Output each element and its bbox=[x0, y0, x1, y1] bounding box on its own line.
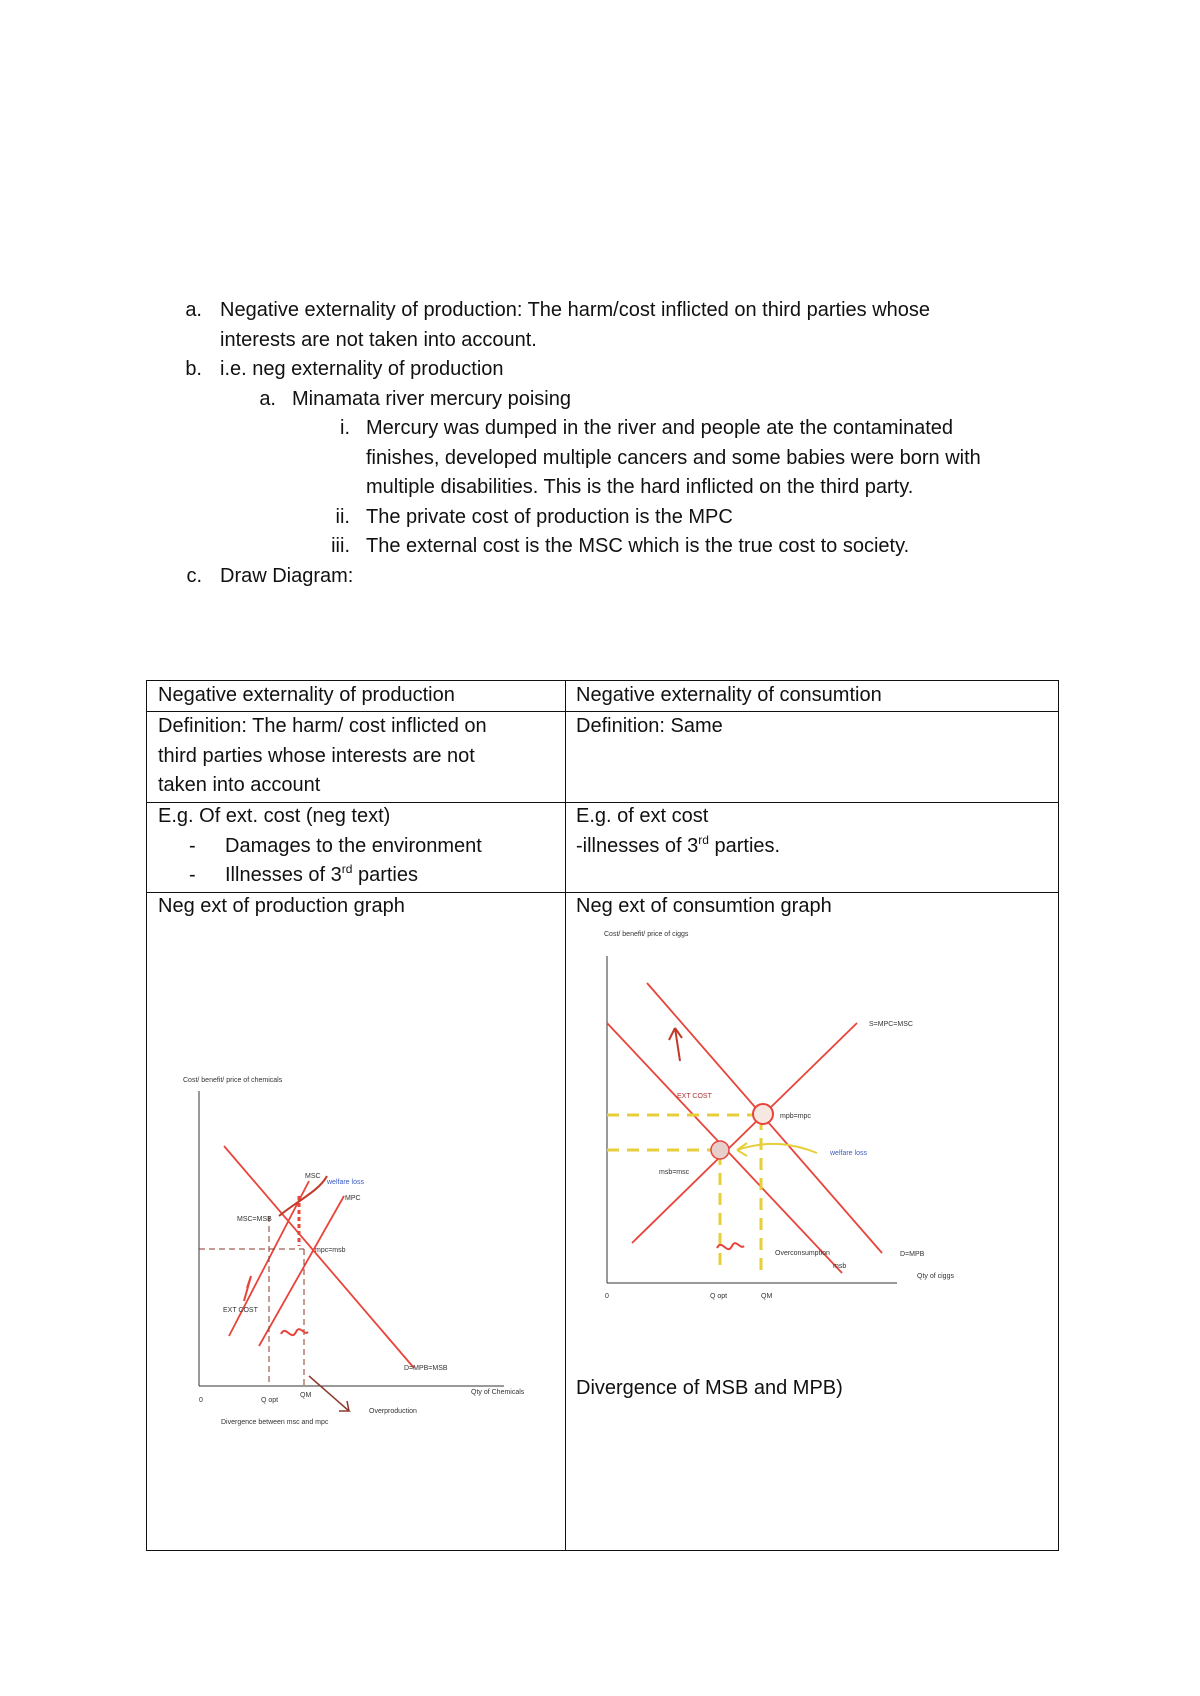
list-item: ii. The private cost of production is the MPC bbox=[335, 505, 733, 528]
mpc-label: MPC bbox=[345, 1195, 361, 1202]
welfare-loss-label: welfare loss bbox=[830, 1150, 867, 1157]
production-caption: Divergence between msc and mpc bbox=[221, 1419, 329, 1426]
consumption-externality-graph bbox=[577, 928, 997, 1308]
overconsumption-label: Overconsumption bbox=[775, 1250, 830, 1257]
q-opt-label: Q opt bbox=[261, 1397, 279, 1404]
supply-line bbox=[632, 1023, 857, 1243]
supply-label: S=MPC=MSC bbox=[869, 1021, 913, 1028]
list-item: a. Minamata river mercury poising bbox=[259, 387, 571, 410]
list-item: - Damages to the environment bbox=[189, 834, 482, 857]
table-header-right: Negative externality of consumtion bbox=[576, 684, 882, 706]
overproduction-arrow-icon bbox=[309, 1376, 349, 1411]
welfare-loss-label: welfare loss bbox=[327, 1179, 364, 1186]
x-axis-label: Qty of ciggs bbox=[917, 1273, 954, 1280]
ext-cost-label: EXT COST bbox=[677, 1093, 712, 1100]
list-item: iii. The external cost is the MSC which is the true cost to society. bbox=[331, 535, 910, 557]
list-item: b. i.e. neg externality of production bbox=[185, 358, 504, 380]
squiggle-icon bbox=[717, 1243, 744, 1249]
column-divider bbox=[565, 681, 566, 1550]
q-m-label: QM bbox=[300, 1392, 312, 1399]
graph-right-title: Neg ext of consumtion graph bbox=[576, 895, 832, 917]
welfare-loss-arrow-icon bbox=[279, 1176, 327, 1216]
origin-label: 0 bbox=[199, 1397, 203, 1404]
notes-list bbox=[180, 296, 1080, 591]
optimum-marker bbox=[711, 1141, 729, 1159]
ext-cost-arrow-icon bbox=[669, 1028, 682, 1061]
market-equilibrium-marker bbox=[753, 1104, 773, 1124]
definition-left: Definition: The harm/ cost inflicted on third parties whose interests are not taken into account bbox=[158, 715, 487, 796]
mpb-mpc-label: mpb=mpc bbox=[780, 1113, 811, 1120]
ext-cost-label: EXT COST bbox=[223, 1307, 258, 1314]
msc-msb-label: MSC=MSB bbox=[237, 1216, 272, 1223]
y-axis-label: Cost/ benefit/ price of chemicals bbox=[183, 1077, 283, 1084]
demand-label: D=MPB=MSB bbox=[404, 1365, 448, 1372]
example-left: E.g. Of ext. cost (neg text) - Damages to the environment - Illnesses of 3rd parties bbox=[158, 802, 482, 891]
production-externality-graph bbox=[169, 1076, 549, 1471]
definition-right: Definition: Same bbox=[576, 715, 723, 737]
x-axis-label: Qty of Chemicals bbox=[471, 1389, 525, 1396]
list-item: a. Negative externality of production: The harm/cost inflicted on third parties whose interests are not taken into account. bbox=[185, 299, 930, 351]
list-item: c. Draw Diagram: bbox=[186, 564, 354, 587]
table-header-left: Negative externality of production bbox=[158, 684, 455, 706]
list-item: i. Mercury was dumped in the river and people ate the contaminated finishes, developed multiple cancers and some babies were born with multiple disabilities. This is the hard inflicted on the third party. bbox=[340, 417, 981, 498]
msb-msc-label: msb=msc bbox=[659, 1169, 690, 1176]
example-right: E.g. of ext cost -illnesses of 3rd parties. bbox=[576, 805, 781, 857]
overproduction-label: Overproduction bbox=[369, 1408, 417, 1415]
q-opt-label: Q opt bbox=[710, 1293, 728, 1300]
list-item: - Illnesses of 3rd parties bbox=[189, 862, 418, 886]
welfare-loss-arrow-icon bbox=[737, 1143, 817, 1156]
msb-label: msb bbox=[833, 1263, 847, 1270]
msc-label: MSC bbox=[305, 1173, 321, 1180]
demand-label: D=MPB bbox=[900, 1251, 925, 1258]
y-axis-label: Cost/ benefit/ price of ciggs bbox=[604, 931, 689, 938]
graph-right-caption: Divergence of MSB and MPB) bbox=[576, 1377, 843, 1399]
origin-label: 0 bbox=[605, 1293, 609, 1300]
comparison-table bbox=[146, 680, 1059, 1551]
mpc-msb-label: mpc=msb bbox=[315, 1247, 346, 1254]
q-m-label: QM bbox=[761, 1293, 773, 1300]
graph-left-title: Neg ext of production graph bbox=[158, 895, 405, 917]
